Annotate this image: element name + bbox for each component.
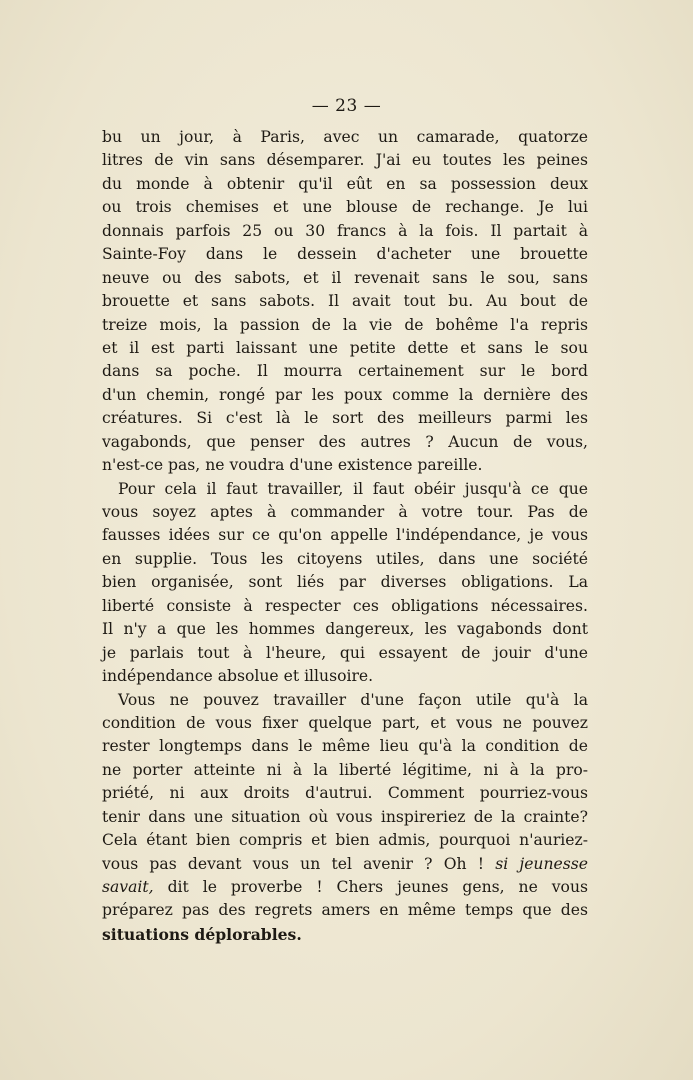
text-line: bu un jour, à Paris, avec un camarade, quatorze xyxy=(102,128,588,146)
text-line: et il est parti laissant une petite dette et sans le sou xyxy=(102,338,588,357)
text-line: litres de vin sans désemparer. J'ai eu toutes les peines xyxy=(102,151,588,170)
body-text xyxy=(102,126,588,946)
text-line: Il n'y a que les hommes dangereux, les vagabonds dont xyxy=(102,620,588,639)
text-line: d'un chemin, rongé par les poux comme la dernière des xyxy=(102,385,588,404)
text-line: je parlais tout à l'heure, qui essayent de jouir d'une xyxy=(102,643,588,662)
text-line: créatures. Si c'est là le sort des meilleurs parmi les xyxy=(102,409,588,428)
text-line: préparez pas des regrets amers en même temps que des xyxy=(102,901,588,920)
text-line: du monde à obtenir qu'il eût en sa possession deux xyxy=(102,174,588,193)
text-line: priété, ni aux droits d'autrui. Comment pourriez-vous xyxy=(102,784,588,803)
text-line: Sainte-Foy dans le dessein d'acheter une brouette xyxy=(102,245,588,264)
text-line: brouette et sans sabots. Il avait tout bu. Au bout de xyxy=(102,292,588,311)
text-line: n'est-ce pas, ne voudra d'une existence pareille. xyxy=(102,456,483,475)
italic-phrase: si jeunesse xyxy=(495,854,588,873)
text-line: vagabonds, que penser des autres ? Aucun de vous, xyxy=(102,432,588,451)
text-line: treize mois, la passion de la vie de bohême l'a repris xyxy=(102,315,588,334)
text-line: neuve ou des sabots, et il revenait sans le sou, sans xyxy=(102,268,588,287)
text-line: ou trois chemises et une blouse de rechange. Je lui xyxy=(102,198,588,217)
text-segment: dit le proverbe ! Chers jeunes gens, ne vous xyxy=(167,878,588,896)
text-line xyxy=(102,853,588,876)
text-line: en supplie. Tous les citoyens utiles, dans une société xyxy=(102,549,588,568)
text-line: dans sa poche. Il mourra certainement sur le bord xyxy=(102,362,588,381)
text-line: Vous ne pouvez travailler d'une façon utile qu'à la xyxy=(118,690,588,709)
text-line: vous soyez aptes à commander à votre tour. Pas de xyxy=(102,503,588,521)
text-line: condition de vous fixer quelque part, et vous ne pouvez xyxy=(102,713,588,732)
italic-phrase: savait, xyxy=(102,878,154,896)
text-line: fausses idées sur ce qu'on appelle l'indépendance, je vous xyxy=(102,526,588,545)
text-line: rester longtemps dans le même lieu qu'à la condition de xyxy=(102,737,588,756)
text-line: bien organisée, sont liés par diverses obligations. La xyxy=(102,573,588,592)
text-segment: vous pas devant vous un tel avenir ? Oh ! xyxy=(102,854,484,873)
text-line: indépendance absolue et illusoire. xyxy=(102,667,374,686)
text-line: liberté consiste à respecter ces obligations nécessaires. xyxy=(102,596,588,615)
page-number: — 23 — xyxy=(311,96,382,116)
text-line xyxy=(102,876,588,899)
text-line: donnais parfois 25 ou 30 francs à la fois. Il partait à xyxy=(102,221,588,240)
text-line: Cela étant bien compris et bien admis, pourquoi n'auriez- xyxy=(102,831,588,850)
text-line: situations déplorables. xyxy=(102,924,302,944)
text-line: tenir dans une situation où vous inspireriez de la crainte? xyxy=(102,807,588,826)
text-line: ne porter atteinte ni à la liberté légitime, ni à la pro- xyxy=(102,760,588,779)
text-line: Pour cela il faut travailler, il faut obéir jusqu'à ce que xyxy=(118,479,588,498)
